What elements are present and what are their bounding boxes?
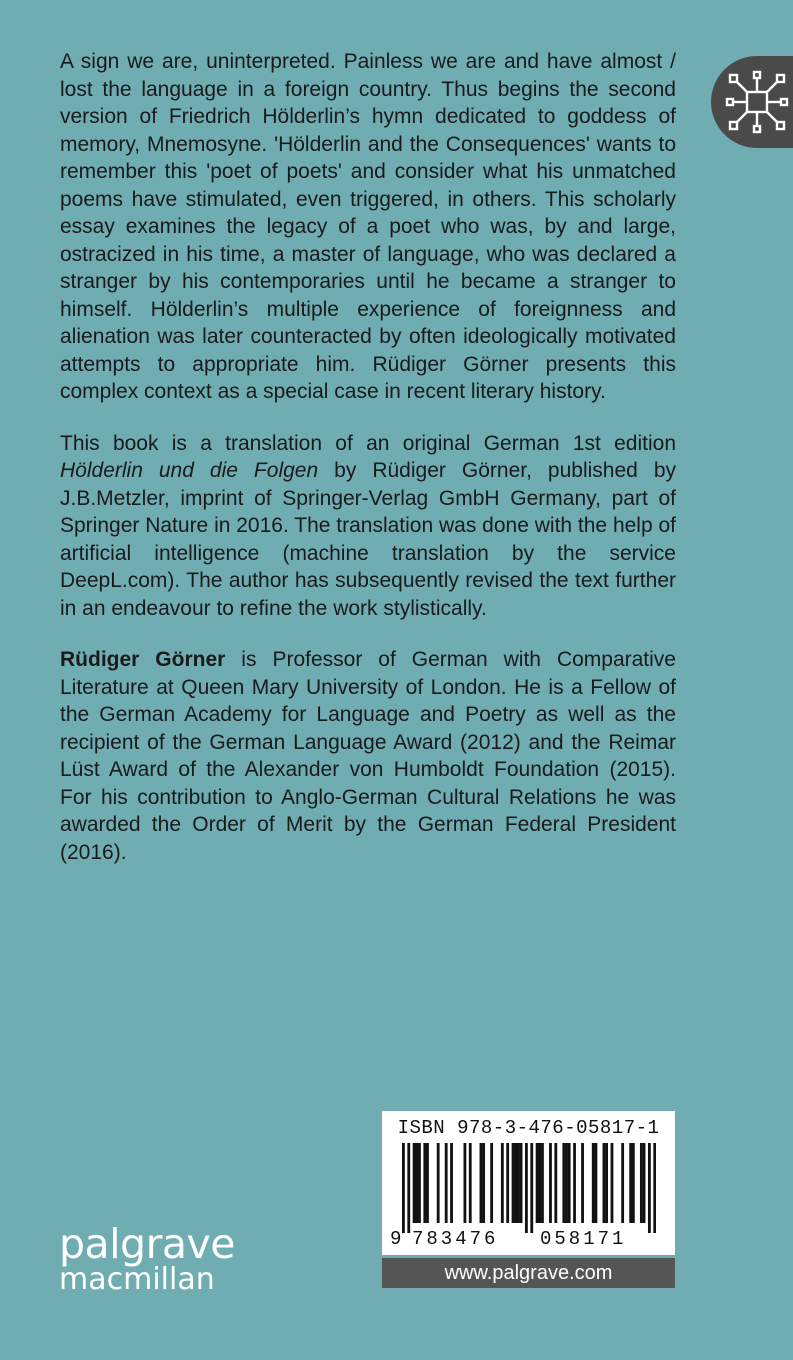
barcode-bar: [632, 1143, 635, 1223]
barcode-bar: [445, 1143, 448, 1223]
barcode-digit-first: 9: [390, 1228, 402, 1250]
barcode-bar: [592, 1143, 595, 1223]
author-name: Rüdiger Görner: [60, 648, 226, 671]
blurb-paragraph: A sign we are, uninterpreted. Painless we are and have almost / lost the language in a foreign country. Thus begins the second version of Friedrich Hölderlin’s hymn dedicated to goddess of memory, Mnemosyne. 'Hölderlin and the Consequences' wants to remember this 'poet of poets' and consider what his unmatched poems have stimulated, even triggered, in others. This scholarly essay examines the legacy of a poet who was, by and large, ostracized in his time, a master of language, who was declared a stranger by his contemporaries until he became a stranger to himself. Hölderlin’s multiple experience of foreignness and alienation was later counteracted by often ideologically motivated attempts to appropriate him. Rüdiger Görner presents this complex context as a special case in recent literary history.: [60, 50, 676, 403]
barcode-bar: [520, 1143, 523, 1223]
barcode-bar: [605, 1143, 608, 1223]
barcode-bar: [517, 1143, 520, 1223]
palgrave-macmillan-logo: [59, 1220, 236, 1297]
barcode-bar: [512, 1143, 515, 1223]
barcode-bar: [611, 1143, 614, 1223]
logo-line-macmillan: macmillan: [59, 1262, 215, 1297]
publisher-badge: [711, 56, 793, 148]
original-title: Hölderlin und die Folgen: [60, 459, 319, 482]
barcode-bar: [423, 1143, 426, 1223]
translation-note-lead: This book is a translation of an original German 1st edition: [60, 431, 676, 455]
isbn-barcode: [382, 1111, 675, 1255]
barcode-digit-group-right: 058171: [540, 1228, 627, 1250]
barcode-bar: [653, 1143, 656, 1233]
barcode-bar: [418, 1143, 421, 1223]
author-bio-text: is Professor of German with Comparative Literature at Queen Mary University of London. He is a Fellow of the German Academy for Language and Poetry as well as the recipient of the German Language Award (2012) and the Reimar Lüst Award of the Alexander von Humboldt Foundation (2015). For his contribution to Anglo-German Cultural Relations he was awarded the Order of Merit by the German Federal President (2016).: [60, 648, 676, 864]
network-node-icon: [725, 70, 789, 134]
barcode-bar: [525, 1143, 528, 1233]
barcode-bars: [402, 1143, 656, 1233]
barcode-bar: [603, 1143, 606, 1223]
barcode-bar: [549, 1143, 552, 1223]
barcode-bar: [482, 1143, 485, 1223]
barcode-bar: [530, 1143, 533, 1233]
translation-note: [60, 430, 676, 623]
barcode-bar: [565, 1143, 568, 1223]
barcode-bar: [490, 1143, 493, 1223]
barcode-bar: [581, 1143, 584, 1223]
barcode-bar: [415, 1143, 418, 1223]
barcode-bar: [501, 1143, 504, 1223]
barcode-bar: [640, 1143, 643, 1223]
barcode-bar: [506, 1143, 509, 1223]
barcode-bar: [643, 1143, 646, 1223]
barcode-bar: [463, 1143, 466, 1223]
author-bio: [60, 646, 676, 866]
barcode-bar: [648, 1143, 651, 1233]
isbn-label: ISBN 978-3-476-05817-1: [397, 1117, 660, 1139]
barcode-bar: [621, 1143, 624, 1223]
barcode-bar: [407, 1143, 410, 1233]
barcode-bar: [629, 1143, 632, 1223]
barcode-bar: [538, 1143, 541, 1223]
barcode-bar: [413, 1143, 416, 1223]
translation-note-rest: by Rüdiger Görner, published by J.B.Metzler, imprint of Springer-Verlag GmbH Germany, part of Springer Nature in 2016. The translation was done with the help of artificial intelligence (machine translation by the service DeepL.com). The author has subsequently revised the text further in an endeavour to refine the work stylistically.: [60, 459, 676, 620]
barcode-bar: [469, 1143, 472, 1223]
barcode-bar: [437, 1143, 440, 1223]
barcode-bar: [568, 1143, 571, 1223]
barcode-bar: [480, 1143, 483, 1223]
barcode-bar: [426, 1143, 429, 1223]
barcode-bar: [573, 1143, 576, 1223]
barcode-bar: [514, 1143, 517, 1223]
publisher-website: www.palgrave.com: [382, 1258, 675, 1288]
back-cover-text: [60, 48, 676, 890]
logo-line-palgrave: palgrave: [59, 1220, 236, 1268]
barcode-digit-group-left: 783476: [412, 1228, 499, 1250]
barcode-bar: [595, 1143, 598, 1223]
barcode-bar: [450, 1143, 453, 1223]
barcode-bar: [402, 1143, 405, 1233]
barcode-bar: [536, 1143, 539, 1223]
barcode-bar: [562, 1143, 565, 1223]
barcode-bar: [541, 1143, 544, 1223]
barcode-bar: [554, 1143, 557, 1223]
